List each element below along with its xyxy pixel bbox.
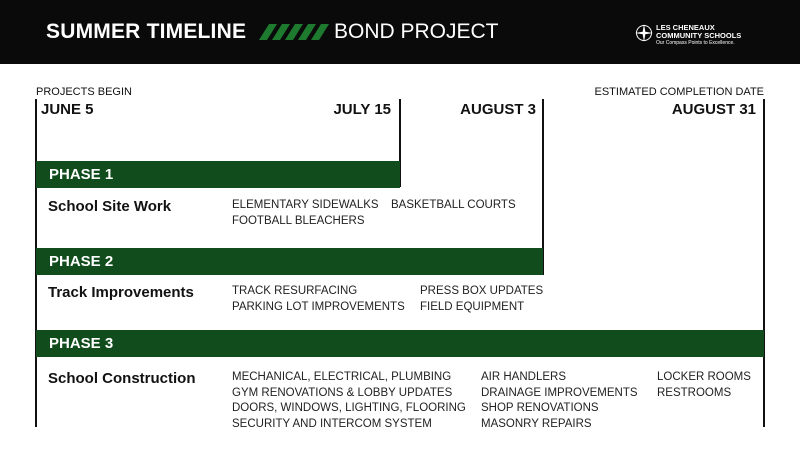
phase-2-name: Track Improvements bbox=[48, 284, 194, 301]
phase-3-label: PHASE 3 bbox=[49, 335, 114, 352]
list-item: BASKETBALL COURTS bbox=[391, 199, 516, 211]
slash-divider-icon bbox=[259, 24, 329, 40]
header-title: SUMMER TIMELINE bbox=[46, 20, 247, 43]
phase-3-items-col-2 bbox=[481, 370, 638, 432]
date-june-5: JUNE 5 bbox=[41, 101, 94, 118]
list-item: LOCKER ROOMS bbox=[657, 371, 751, 383]
list-item: FOOTBALL BLEACHERS bbox=[232, 214, 365, 227]
date-july-15: JULY 15 bbox=[333, 101, 391, 118]
date-august-31: AUGUST 31 bbox=[671, 101, 756, 118]
phase-2-items-col-2 bbox=[420, 284, 543, 315]
phase-1-bar bbox=[36, 161, 400, 188]
marker-line-august-31 bbox=[763, 99, 765, 427]
phase-3-items-col-1 bbox=[232, 370, 466, 432]
phase-3-bar bbox=[36, 330, 764, 357]
list-item: DOORS, WINDOWS, LIGHTING, FLOORING bbox=[232, 402, 466, 415]
phase-1-label: PHASE 1 bbox=[49, 166, 114, 183]
header-subtitle: BOND PROJECT bbox=[334, 20, 499, 43]
list-item: MASONRY REPAIRS bbox=[481, 417, 592, 430]
logo-tagline: Our Compass Points to Excellence. bbox=[656, 40, 735, 46]
phase-3-items-col-3 bbox=[657, 370, 751, 401]
compass-logo-icon bbox=[635, 24, 653, 42]
phase-2-bar bbox=[36, 248, 543, 275]
list-item: AIR HANDLERS bbox=[481, 371, 566, 383]
list-item: PRESS BOX UPDATES bbox=[420, 285, 544, 297]
header-bar bbox=[0, 0, 800, 64]
start-caption: PROJECTS BEGIN bbox=[36, 86, 132, 98]
list-item: TRACK RESURFACING bbox=[232, 285, 358, 297]
phase-3-name: School Construction bbox=[48, 370, 196, 387]
date-august-3: AUGUST 3 bbox=[460, 101, 536, 118]
end-caption: ESTIMATED COMPLETION DATE bbox=[594, 86, 764, 98]
list-item: ELEMENTARY SIDEWALKS bbox=[232, 199, 379, 211]
phase-1-items-col-2 bbox=[391, 198, 516, 214]
logo-line-2: COMMUNITY SCHOOLS bbox=[656, 31, 742, 40]
list-item: PARKING LOT IMPROVEMENTS bbox=[232, 300, 405, 313]
list-item: SECURITY AND INTERCOM SYSTEM bbox=[232, 417, 432, 430]
list-item: FIELD EQUIPMENT bbox=[420, 300, 525, 313]
phase-1-items-col-1 bbox=[232, 198, 379, 229]
list-item: DRAINAGE IMPROVEMENTS bbox=[481, 386, 638, 399]
list-item: MECHANICAL, ELECTRICAL, PLUMBING bbox=[232, 371, 452, 383]
list-item: RESTROOMS bbox=[657, 386, 732, 399]
list-item: GYM RENOVATIONS & LOBBY UPDATES bbox=[232, 386, 453, 399]
phase-1-name: School Site Work bbox=[48, 198, 172, 215]
list-item: SHOP RENOVATIONS bbox=[481, 402, 599, 415]
logo-line-1: LES CHENEAUX bbox=[656, 23, 715, 32]
phase-2-label: PHASE 2 bbox=[49, 253, 114, 270]
phase-2-items-col-1 bbox=[232, 284, 405, 315]
